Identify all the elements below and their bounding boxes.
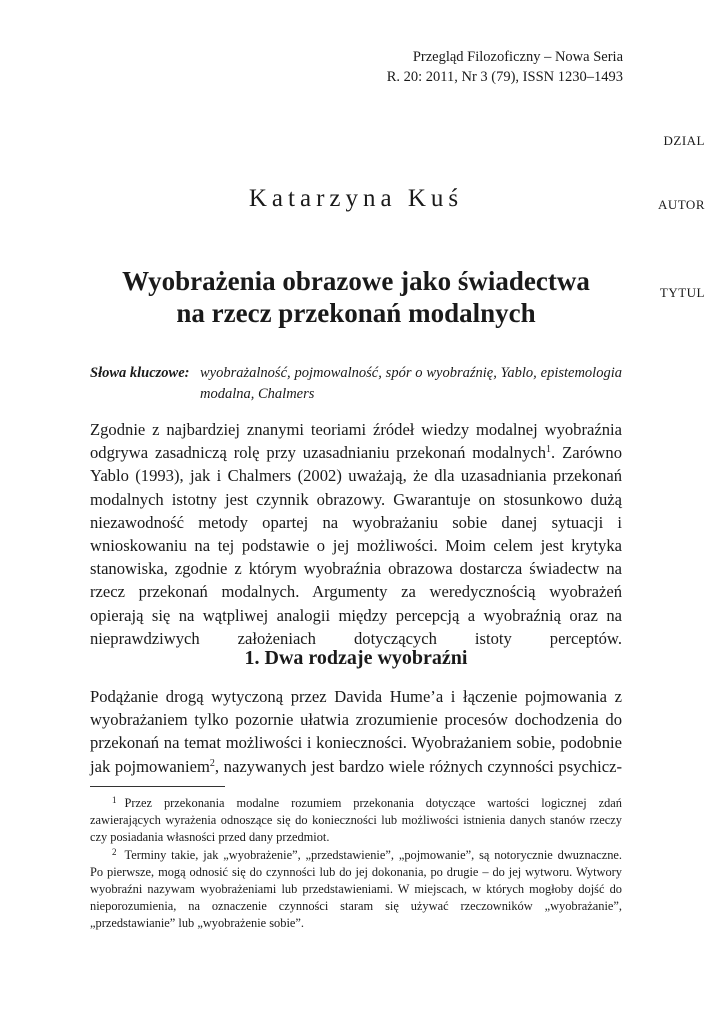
keywords-block: [90, 363, 622, 405]
journal-name: Przegląd Filozoficzny – Nowa Seria: [412, 49, 623, 65]
section-text-b: , nazywanych jest bardzo wiele różnych czynności psychicz-: [214, 756, 622, 776]
margin-label-tytul: TYTUL: [659, 285, 705, 300]
margin-label-autor: AUTOR: [657, 197, 705, 212]
intro-text-a: Zgodnie z najbardziej znanymi teoriami źródeł wiedzy modalnej wyobraźnia odgrywa zasadniczą rolę przy uzasadnianiu przekonań modalnych: [90, 420, 622, 463]
article-title: [90, 265, 622, 329]
section-heading: 1. Dwa rodzaje wyobraźni: [244, 647, 468, 669]
footnote-number: 2: [112, 846, 117, 857]
footnote-number: 1: [112, 795, 117, 805]
intro-paragraph: [90, 418, 622, 673]
footnote-text: Terminy takie, jak „wyobrażenie”, „przedstawienie”, „pojmowanie”, są notorycznie dwuznaczne. Po pierwsze, mogą odnosić się do czynności lub do jej dokonania, po drugie – do jej wytworu. Wytwory wyobraźni nazywam wyobrażeniami lub przedstawieniami. W miejscach, w których mogłoby dojść do nieporozumienia, na oznaczenie czynności staram się używać rzeczowników „wyobrażanie”, „przedstawianie” lub „wyobrażenie sobie”.: [90, 847, 622, 931]
keywords-label: Słowa kluczowe:: [90, 365, 190, 381]
intro-text-b: . Zarówno Yablo (1993), jak i Chalmers (2002) uważają, że dla uzasadniania przekonań modalnych istotny jest czynnik obrazowy. Gwarantuje on stosunkowo dużą niezawodność metody opartej na wyobrażaniu sobie danej sytuacji i wnioskowaniu na tej podstawie o jej możliwości. Moim celem jest krytyka stanowiska, zgodnie z którym wyobraźnia obrazowa dostarcza świadectw na rzecz przekonań modalnych. Argumenty za weredycznością wyobrażeń opierają się na wątpliwej analogii między percepcją a wyobraźnią oraz na nieprawdziwych założeniach dotyczących istoty perceptów.: [90, 443, 622, 648]
footnote-divider: [90, 786, 225, 787]
footnotes: [90, 795, 622, 933]
title-line-1: Wyobrażenia obrazowe jako świadectwa: [122, 266, 590, 296]
keywords-text: wyobrażalność, pojmowalność, spór o wyobraźnię, Yablo, epistemologia modalna, Chalmers: [200, 365, 622, 402]
footnote-ref-2[interactable]: 2: [209, 757, 215, 769]
title-line-2: na rzecz przekonań modalnych: [176, 298, 536, 328]
author-name: Katarzyna Kuś: [248, 185, 464, 212]
section-text-a: Podążanie drogą wytyczoną przez Davida Hume’a i łączenie pojmowania z wyobrażaniem tylko pozornie ułatwia zrozumienie procesów dochodzenia do przekonań na temat możliwości i konieczności. Wyobrażaniem sobie, podobnie jak pojmowaniem: [90, 687, 622, 776]
journal-issue: R. 20: 2011, Nr 3 (79), ISSN 1230–1493: [386, 69, 623, 85]
journal-header: [387, 47, 623, 87]
footnote-1: [90, 795, 622, 847]
margin-label-dzial: DZIAL: [663, 133, 705, 148]
footnote-2: [90, 847, 622, 933]
footnote-text: Przez przekonania modalne rozumiem przekonania dotyczące wartości logicznej zdań zawierających wyrażenia odnoszące się do konieczności lub możliwości istnienia danych stanów rzeczy czy posiadania własności przed dany przedmiot.: [90, 796, 622, 845]
section-paragraph: [90, 685, 622, 801]
footnote-ref-1[interactable]: 1: [546, 444, 552, 456]
